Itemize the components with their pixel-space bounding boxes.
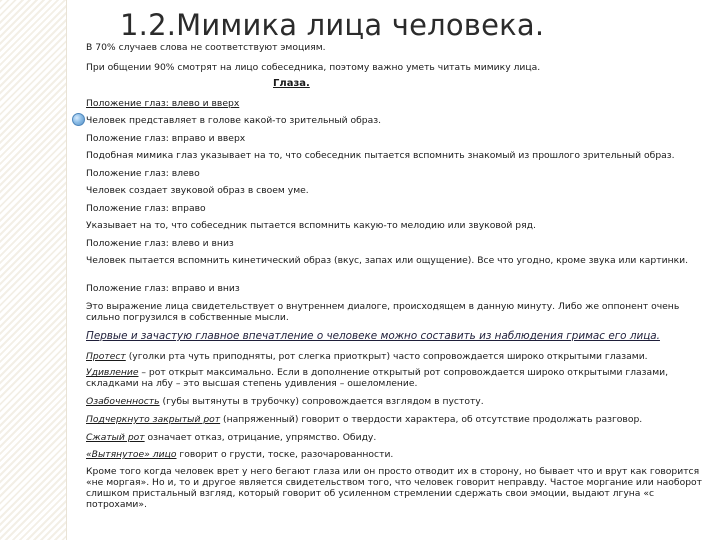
eye-position: Положение глаз: вправо и вверх (86, 133, 246, 144)
eye-meaning: Человек пытается вспомнить кинетический образ (вкус, запах или ощущение). Все что угодно, кроме звука или картинки. (86, 255, 689, 266)
eye-position: Положение глаз: вправо (86, 203, 206, 214)
eye-position: Положение глаз: влево (86, 168, 200, 179)
eye-position: Положение глаз: влево и вверх (86, 98, 240, 109)
grimace-item (86, 351, 714, 362)
first-impression-heading: Первые и зачастую главное впечатление о человеке можно составить из наблюдения гримас его лица. (86, 330, 660, 342)
eye-meaning: Подобная мимика глаз указывает на то, что собеседник пытается вспомнить знакомый из прошлого зрительный образ. (86, 150, 675, 161)
eye-position: Положение глаз: влево и вниз (86, 238, 234, 249)
grimace-term: Озабоченность (86, 396, 160, 407)
decorative-left-band (0, 0, 67, 540)
page-title: 1.2.Мимика лица человека. (120, 8, 545, 42)
grimace-term: Сжатый рот (86, 432, 145, 443)
grimace-item (86, 367, 714, 389)
eye-meaning: Указывает на то, что собеседник пытается вспомнить какую-то мелодию или звуковой ряд. (86, 220, 536, 231)
eyes-heading: Глаза. (273, 78, 310, 89)
blue-bullet-icon (72, 113, 85, 126)
intro-line: В 70% случаев слова не соответствуют эмоциям. (86, 42, 326, 53)
grimace-item (86, 396, 714, 407)
grimace-text: (уголки рта чуть приподняты, рот слегка приоткрыт) часто сопровождается широко открытыми глазами. (125, 351, 648, 362)
grimace-item (86, 432, 714, 443)
eye-meaning: Человек создает звуковой образ в своем уме. (86, 185, 309, 196)
grimace-term: Подчеркнуто закрытый рот (86, 414, 221, 425)
grimace-text: говорит о грусти, тоске, разочарованности. (176, 449, 394, 460)
grimace-text: (губы вытянуты в трубочку) сопровождается взглядом в пустоту. (159, 396, 484, 407)
grimace-text: означает отказ, отрицание, упрямство. Обиду. (144, 432, 377, 443)
grimace-item (86, 414, 714, 425)
grimace-term: Протест (86, 351, 126, 362)
eye-meaning: Это выражение лица свидетельствует о внутреннем диалоге, происходящем в данную минуту. Либо же оппонент очень сильно погрузился в собственные мысли. (86, 301, 680, 323)
closing-paragraph: Кроме того когда человек врет у него бегают глаза или он просто отводит их в сторону, но бывает что и врут как говорится «не моргая». Но и, то и другое является свидетельством того, что человек говорит неправду. Частое моргание или наоборот слишком пристальный взгляд, который говорит об усиленном стремлении сдержать свои эмоции, выдают лгуна «с потрохами». (86, 466, 703, 510)
eye-meaning: Человек представляет в голове какой-то зрительный образ. (86, 115, 382, 126)
grimace-term: Удивление (86, 367, 139, 378)
eye-position: Положение глаз: вправо и вниз (86, 283, 240, 294)
grimace-item (86, 449, 714, 460)
intro-line: При общении 90% смотрят на лицо собеседника, поэтому важно уметь читать мимику лица. (86, 62, 541, 73)
grimace-text: – рот открыт максимально. Если в дополнение открытый рот сопровождается широко открытыми глазами, складками на лбу – это высшая степень удивления – ошеломление. (86, 367, 669, 389)
grimace-text: (напряженный) говорит о твердости характера, об отсутствие продолжать разговор. (220, 414, 643, 425)
grimace-term: «Вытянутое» лицо (86, 449, 177, 460)
